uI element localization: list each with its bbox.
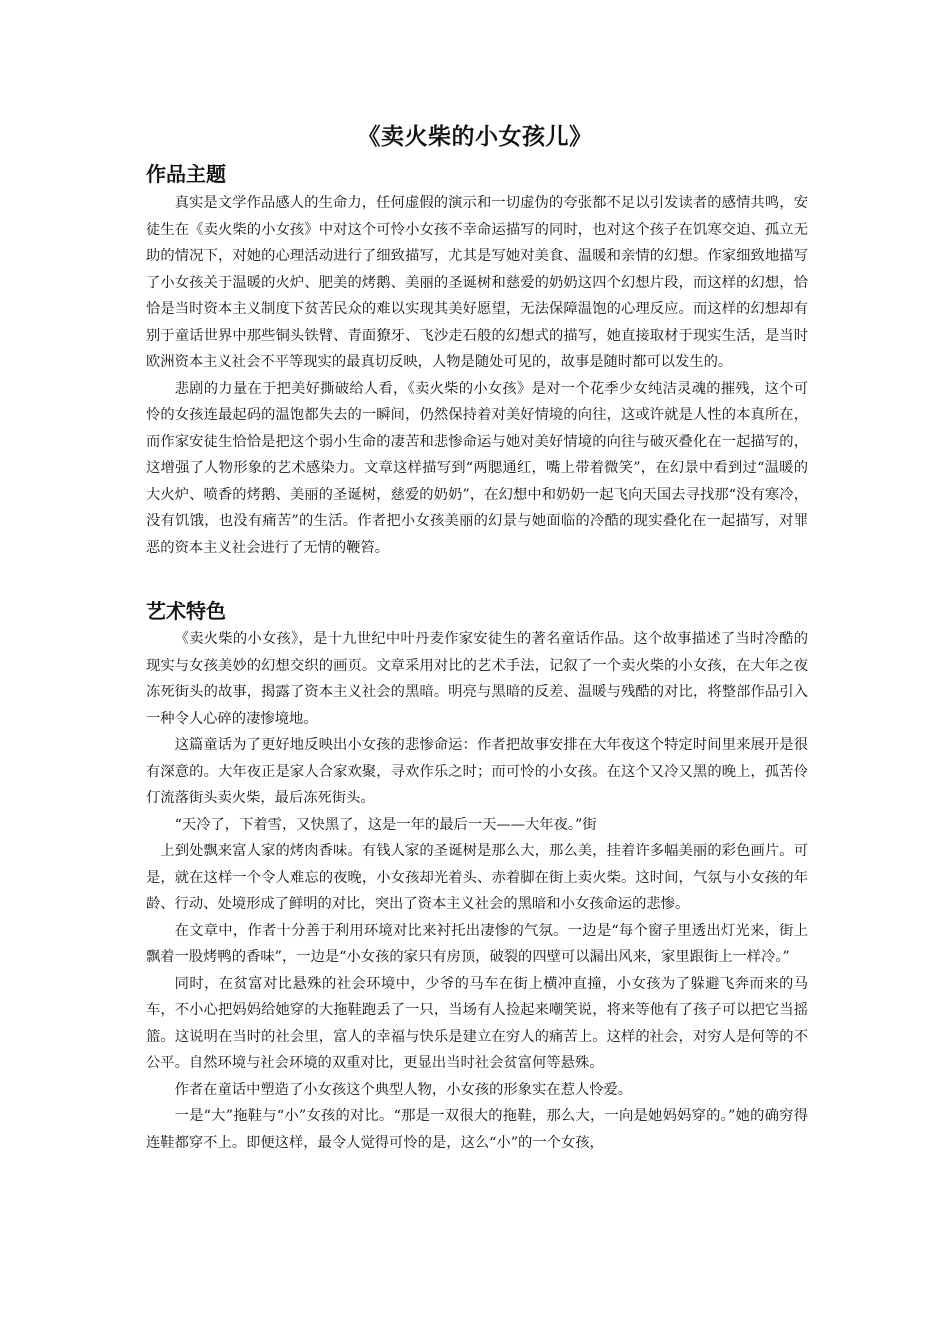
paragraph: 上到处飘来富人家的烤肉香味。有钱人家的圣诞树是那么大，那么美，挂着许多幅美丽的彩色画片。可是，就在这样一个令人难忘的夜晚，小女孩却光着头、赤着脚在街上卖火柴。这时间，气氛与小女孩的年龄、行动、处境形成了鲜明的对比，突出了资本主义社会的黑暗和小女孩命运的悲惨。 [146,843,808,912]
paragraph: 悲剧的力量在于把美好撕破给人看，《卖火柴的小女孩》是对一个花季少女纯洁灵魂的摧残，这个可怜的女孩连最起码的温饱都失去的一瞬间，仍然保持着对美好情境的向往，这或许就是人性的本真所在，而作家安徒生恰恰是把这个弱小生命的凄苦和悲惨命运与她对美好情境的向往与破灭叠化在一起描写的，这增强了人物形象的艺术感染力。文章这样描写到“两腮通红，嘴上带着微笑”，在幻景中看到过“温暖的大火炉、喷香的烤鹅、美丽的圣诞树，慈爱的奶奶”，在幻想中和奶奶一起飞向天国去寻找那“没有寒冷，没有饥饿，也没有痛苦”的生活。作者把小女孩美丽的幻景与她面临的冷酷的现实叠化在一起描写，对罪恶的资本主义社会进行了无情的鞭笞。 [146,380,808,556]
document-title: 《卖火柴的小女孩儿》 [357,124,593,150]
paragraph: 一是“大”拖鞋与“小”女孩的对比。“那是一双很大的拖鞋，那么大，一向是她妈妈穿的。”她的确穷得连鞋都穿不上。即便这样，最令人觉得可怜的是，这么“小”的一个女孩， [146,1108,808,1151]
paragraph: 真实是文学作品感人的生命力，任何虚假的演示和一切虚伪的夸张都不足以引发读者的感情共鸣，安徒生在《卖火柴的小女孩》中对这个可怜小女孩不幸命运描写的同时，也对这个孩子在饥寒交迫、孤立无助的情况下，对她的心理活动进行了细致描写，尤其是写她对美食、温暖和亲情的幻想。作家细致地描写了小女孩关于温暖的火炉、肥美的烤鹅、美丽的圣诞树和慈爱的奶奶这四个幻想片段，而这样的幻想，恰恰是当时资本主义制度下贫苦民众的难以实现其美好愿望，无法保障温饱的心理反应。而这样的幻想却有别于童话世界中那些铜头铁臂、青面獠牙、飞沙走石般的幻想式的描写，她直接取材于现实生活，是当时欧洲资本主义社会不平等现实的最真切反映，人物是随处可见的，故事是随时都可以发生的。 [146,195,808,370]
section-body-theme [146,190,808,561]
section-heading-art: 艺术特色 [146,599,226,623]
paragraph: 作者在童话中塑造了小女孩这个典型人物，小女孩的形象实在惹人怜爱。 [174,1081,633,1098]
section-heading-theme: 作品主题 [146,162,226,186]
paragraph: 同时，在贫富对比悬殊的社会环境中，少爷的马车在街上横冲直撞，小女孩为了躲避飞奔而来的马车，不小心把妈妈给她穿的大拖鞋跑丢了一只，当场有人捡起来嘲笑说，将来等他有了孩子可以把它当摇篮。这说明在当时的社会里，富人的幸福与快乐是建立在穷人的痛苦上。这样的社会，对穷人是何等的不公平。自然环境与社会环境的双重对比，更显出当时社会贫富何等悬殊。 [146,975,808,1071]
paragraph: 《卖火柴的小女孩》，是十九世纪中叶丹麦作家安徒生的著名童话作品。这个故事描述了当时冷酷的现实与女孩美妙的幻想交织的画页。文章采用对比的艺术手法，记叙了一个卖火柴的小女孩，在大年之夜冻死街头的故事，揭露了资本主义社会的黑暗。明亮与黑暗的反差、温暖与残酷的对比，将整部作品引入一种令人心碎的凄惨境地。 [146,631,808,727]
section-body-art [146,626,808,1156]
paragraph: “天冷了，下着雪，又快黑了，这是一年的最后一天——大年夜。”街 [174,816,597,833]
paragraph: 在文章中，作者十分善于利用环境对比来衬托出凄惨的气氛。一边是“每个窗子里透出灯光来，街上飘着一股烤鸭的香味”，一边是“小女孩的家只有房顶，破裂的四壁可以漏出风来，家里跟街上一样冷。” [146,922,808,965]
paragraph: 这篇童话为了更好地反映出小女孩的悲惨命运：作者把故事安排在大年夜这个特定时间里来展开是很有深意的。大年夜正是家人合家欢聚，寻欢作乐之时；而可怜的小女孩。在这个又冷又黑的晚上，孤苦伶仃流落街头卖火柴，最后冻死街头。 [146,737,808,806]
